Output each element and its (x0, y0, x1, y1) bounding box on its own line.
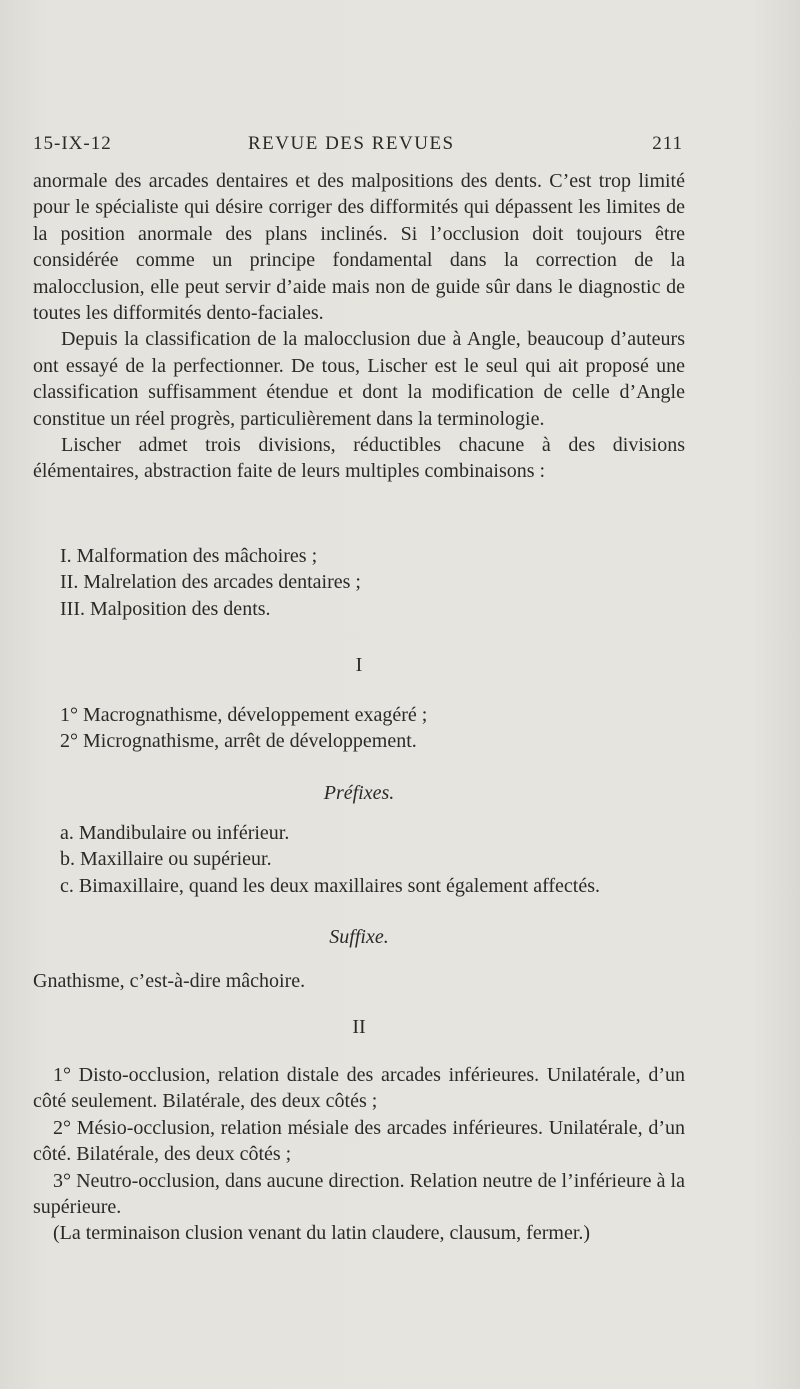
footnote-text: (La terminaison clusion venant du latin claudere, clausum, fermer.) (53, 1222, 591, 1245)
section-1-heading (33, 652, 685, 678)
suffix-text: Gnathisme, c’est-à-dire mâchoire. (33, 970, 306, 992)
prefixes-heading (33, 780, 685, 806)
section-heading: I (355, 654, 363, 676)
paragraph-2: Depuis la classification de la malocclusion due à Angle, beaucoup d’auteurs ont essayé de la perfectionner. De tous, Lischer est le seul qui ait proposé une classification suffisamment étendue et dont la modification de celle d’Angle constitue un réel progrès, particulièrement dans la terminologie. (33, 328, 685, 430)
paragraph-1: anormale des arcades dentaires et des malpositions des dents. C’est trop limité pour le spécialiste qui désire corriger des difformités qui dépassent les limites de la position anormale des plans inclinés. Si l’occlusion doit toujours être considérée comme un principe fondamental dans la correction de la malocclusion, elle peut servir d’aide mais non de guide sûr dans le diagnostic de toutes les difformités dento-faciales. (33, 170, 685, 325)
header-date: 15-IX-12 (33, 133, 112, 154)
prefix-item: a. Mandibulaire ou inférieur. (60, 822, 290, 844)
section-2-items (33, 1062, 685, 1247)
list-item: 1° Macrognathisme, développement exagéré ; (60, 704, 428, 726)
suffix-title: Suffixe. (329, 926, 389, 948)
list-item: 2° Micrognathisme, arrêt de développement. (60, 730, 417, 753)
header-page-number: 211 (652, 133, 683, 154)
list-item: 2° Mésio-occlusion, relation mésiale des arcades inférieures. Unilatérale, d’un côté. Bilatérale, des deux côtés ; (33, 1116, 685, 1166)
division-item: III. Malposition des dents. (60, 597, 271, 620)
suffix-text-block (33, 968, 685, 994)
suffix-heading (33, 924, 685, 950)
prefixes-list (33, 820, 685, 899)
section-heading: II (352, 1016, 366, 1038)
prefix-item: c. Bimaxillaire, quand les deux maxillaires sont également affectés. (60, 874, 600, 897)
division-item: I. Malformation des mâchoires ; (60, 545, 318, 567)
divisions-list (33, 543, 685, 622)
prefixes-title: Préfixes. (323, 782, 395, 804)
opening-text (33, 168, 685, 485)
prefix-item: b. Maxillaire ou supérieur. (60, 848, 272, 871)
section-2-heading (33, 1014, 685, 1040)
running-header (33, 133, 683, 159)
paragraph-3: Lischer admet trois divisions, réductibles chacune à des divisions élémentaires, abstraction faite de leurs multiples combinaisons : (33, 434, 685, 483)
section-1-items (33, 702, 685, 755)
list-item: 3° Neutro-occlusion, dans aucune direction. Relation neutre de l’inférieure à la supérieure. (33, 1169, 685, 1219)
header-journal-title: REVUE DES REVUES (248, 133, 455, 154)
list-item: 1° Disto-occlusion, relation distale des arcades inférieures. Unilatérale, d’un côté seulement. Bilatérale, des deux côtés ; (33, 1064, 685, 1113)
division-item: II. Malrelation des arcades dentaires ; (60, 571, 361, 594)
